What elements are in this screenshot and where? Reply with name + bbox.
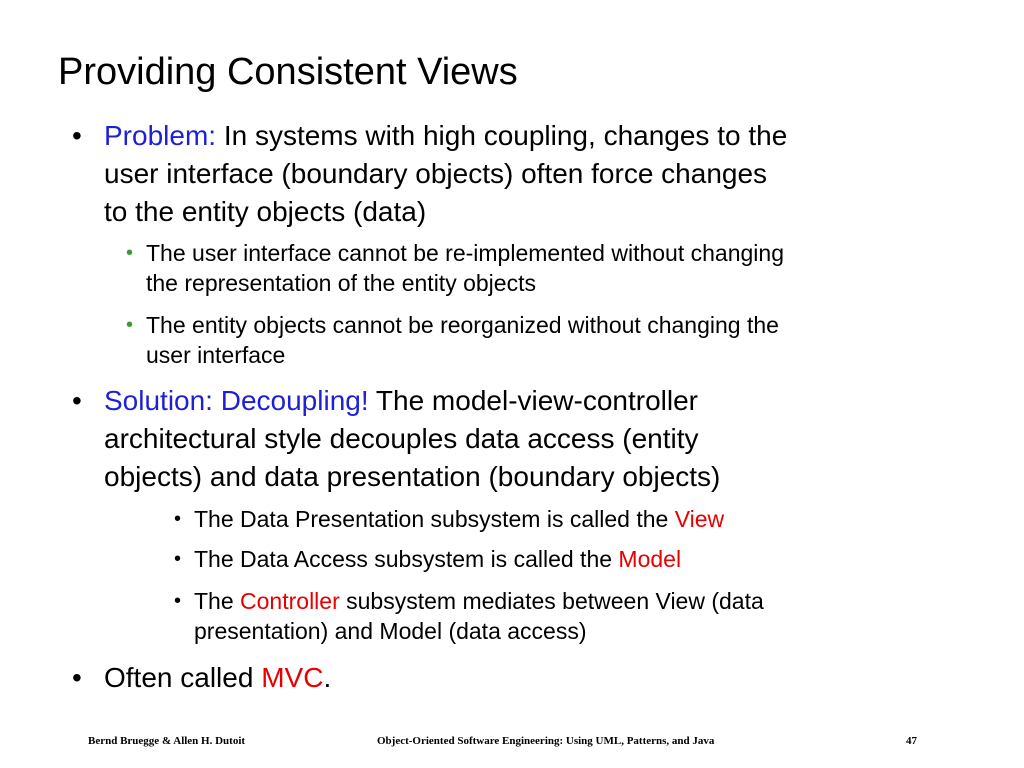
bullet-marker: • [72, 385, 82, 416]
bullet-marker: • [72, 120, 82, 151]
subbullet-controller-suffix: subsystem mediates between View (data [339, 588, 764, 614]
solution-text-line-1: The model-view-controller [368, 385, 699, 416]
subbullet-controller-prefix: The [194, 588, 241, 614]
subbullet-marker: • [126, 242, 134, 264]
bullet-mvc [72, 658, 972, 698]
solution-label: Solution: Decoupling! [104, 385, 369, 416]
subbullet-problem-2-line-1: The entity objects cannot be reorganized without changing the [146, 312, 779, 338]
subbullet-model [174, 544, 1014, 574]
solution-text-line-2: architectural style decouples data access (entity [104, 423, 699, 454]
controller-keyword: Controller [240, 588, 340, 614]
subbullet-model-text: The Data Access subsystem is called the [194, 546, 619, 572]
subbullet-controller [174, 586, 1014, 646]
subbullet-problem-2-line-2: user interface [146, 342, 286, 368]
subbullet-problem-1-line-1: The user interface cannot be re-implemented without changing [146, 240, 784, 266]
problem-text-line-2: user interface (boundary objects) often force changes [104, 158, 768, 189]
subbullet-view-text: The Data Presentation subsystem is called the [194, 506, 675, 532]
bullet-solution [72, 381, 972, 501]
subbullet-problem-2 [126, 310, 1006, 370]
problem-text-line-1: In systems with high coupling, changes to the [223, 120, 788, 151]
mvc-prefix: Often called [104, 662, 262, 693]
view-keyword: View [674, 506, 725, 532]
subbullet-marker: • [174, 548, 182, 570]
subbullet-marker: • [174, 590, 182, 612]
model-keyword: Model [618, 546, 682, 572]
mvc-keyword: MVC [261, 662, 324, 693]
solution-text-line-3: objects) and data presentation (boundary objects) [104, 461, 721, 492]
bullet-marker: • [72, 662, 82, 693]
problem-label: Problem: [104, 120, 224, 151]
footer-book-title: Object-Oriented Software Engineering: Using UML, Patterns, and Java [377, 735, 715, 747]
subbullet-problem-1-line-2: the representation of the entity objects [146, 270, 536, 296]
subbullet-controller-line-2: presentation) and Model (data access) [194, 618, 587, 644]
mvc-suffix: . [323, 662, 332, 693]
subbullet-problem-1 [126, 238, 1006, 298]
problem-text-line-3: to the entity objects (data) [104, 196, 427, 227]
subbullet-marker: • [126, 314, 134, 336]
footer-authors: Bernd Bruegge & Allen H. Dutoit [88, 735, 246, 747]
subbullet-view [174, 504, 1014, 534]
subbullet-marker: • [174, 508, 182, 530]
bullet-problem [72, 116, 972, 236]
page-number: 47 [906, 735, 917, 747]
slide-title: Providing Consistent Views [58, 51, 518, 93]
